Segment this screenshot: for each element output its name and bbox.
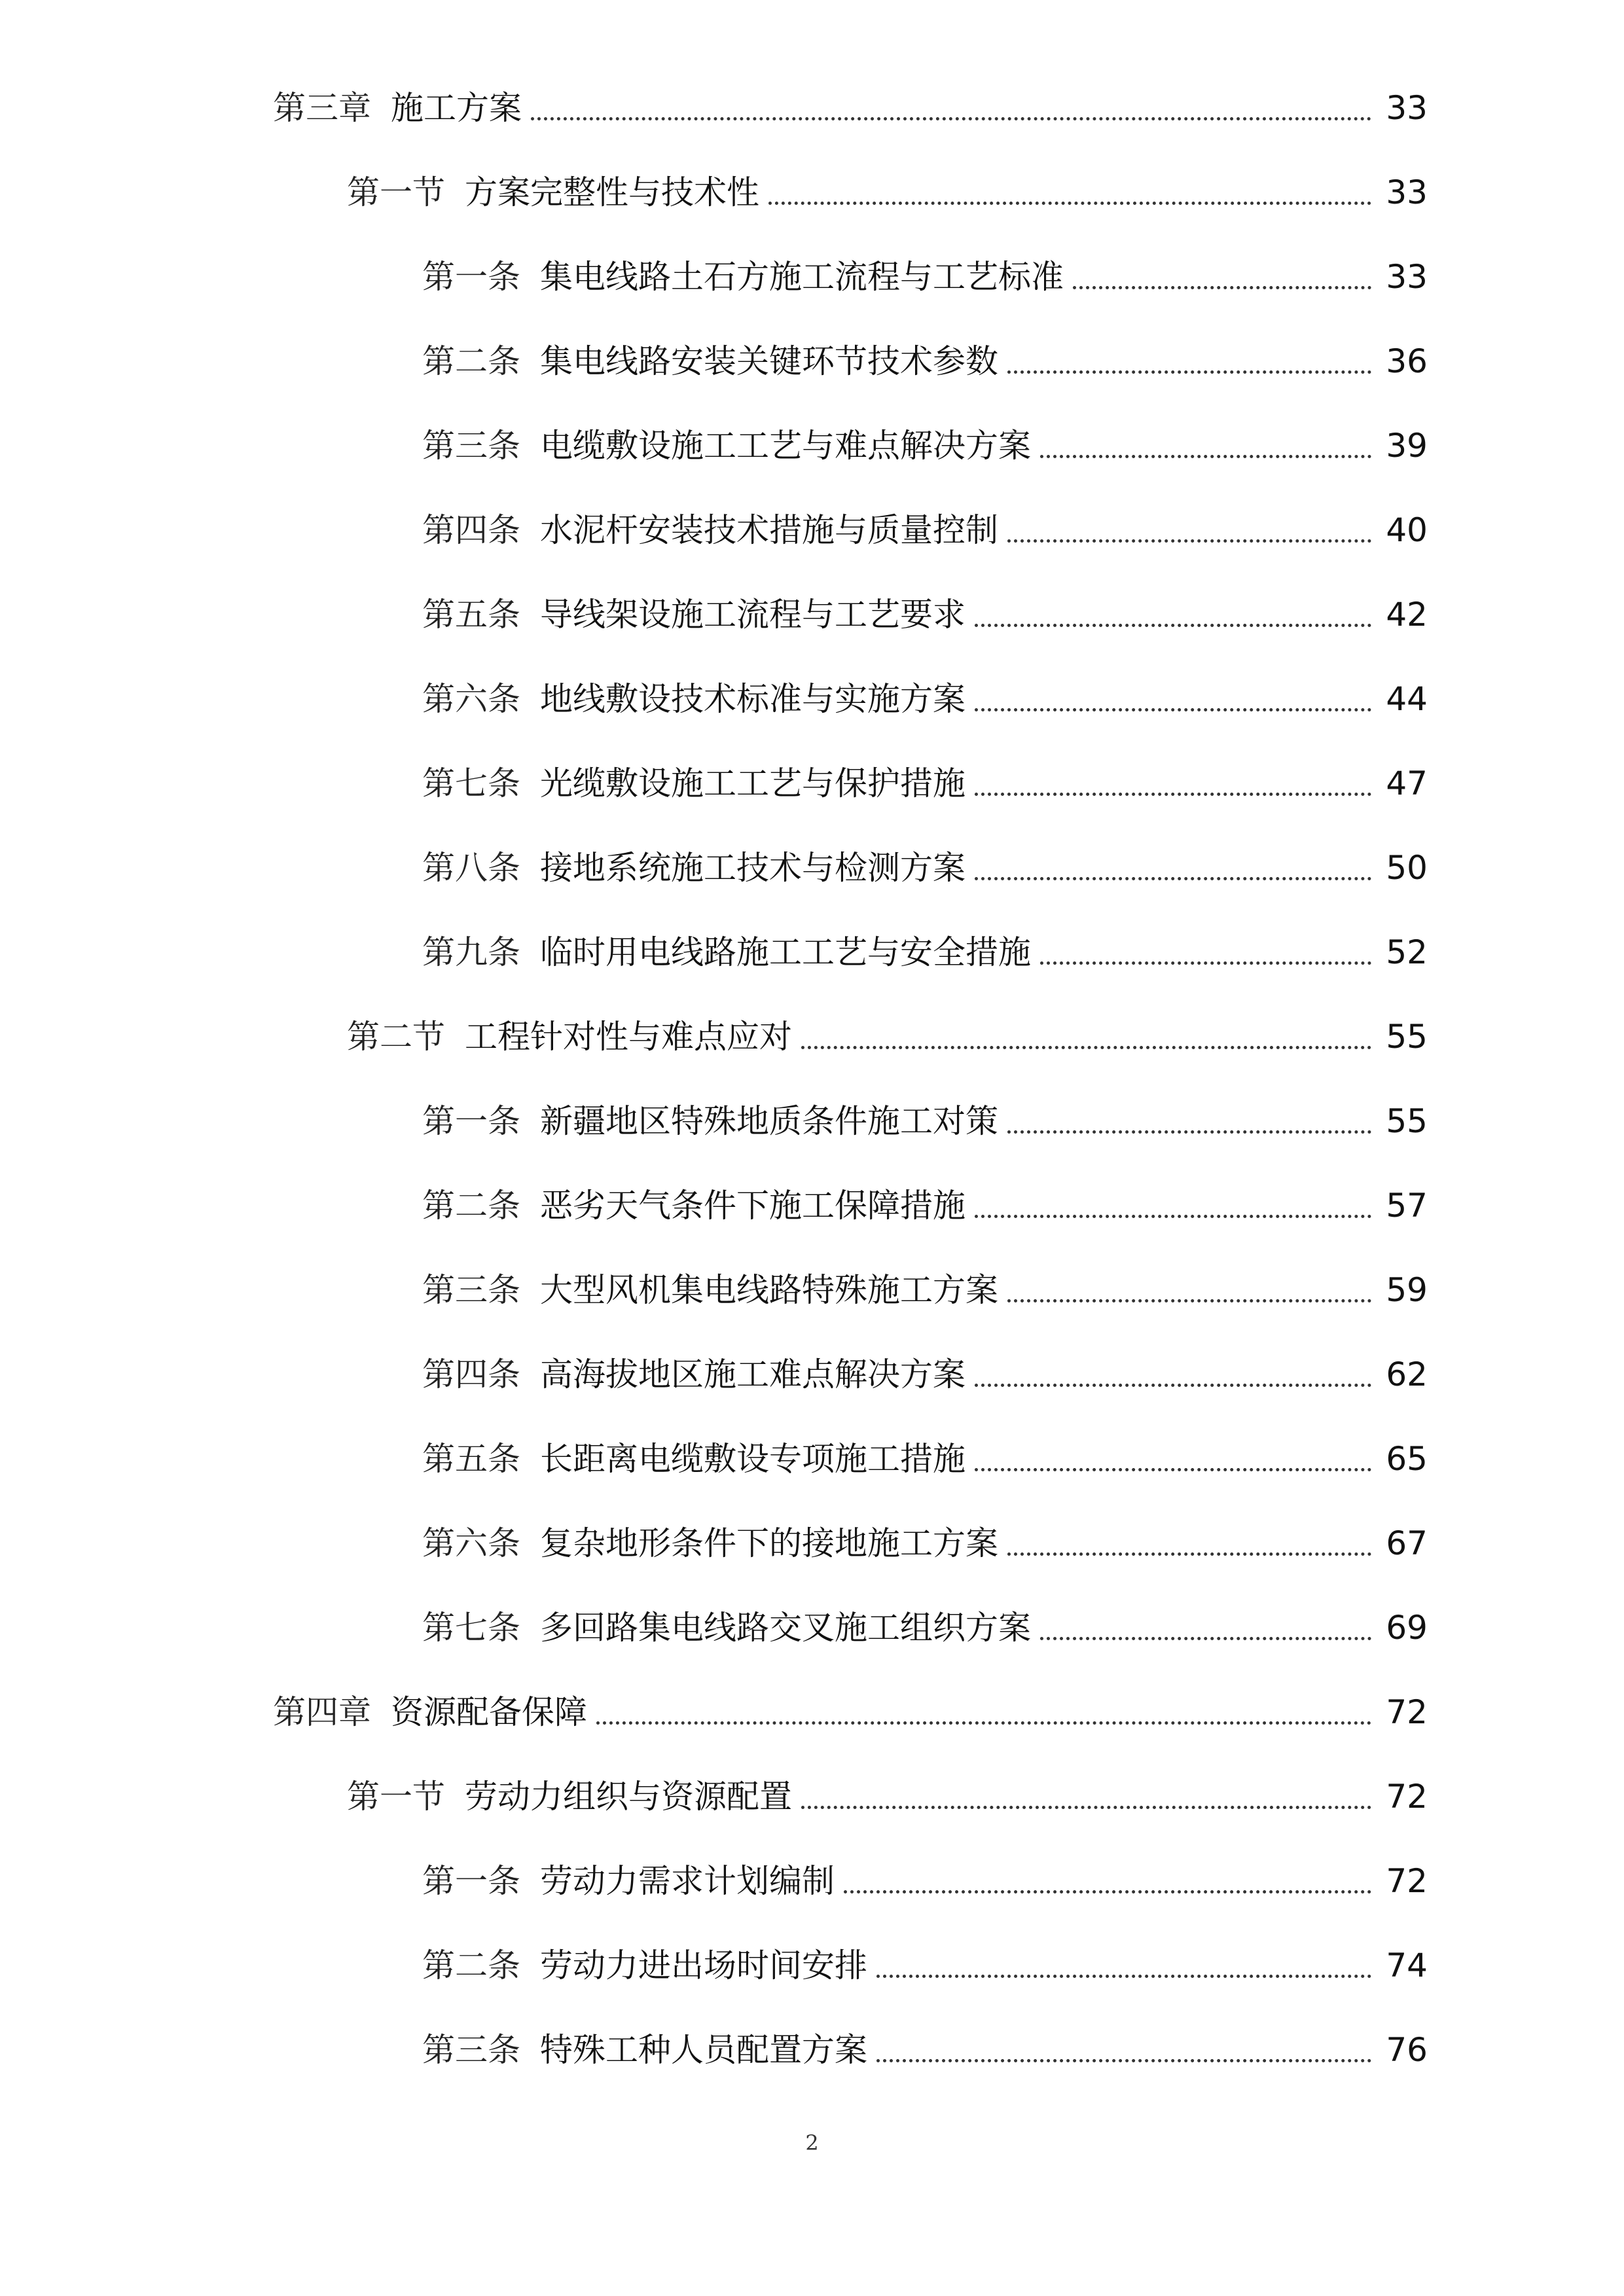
toc-entry-page-number: 42 <box>1386 595 1428 634</box>
toc-entry-title: 水泥杆安装技术措施与质量控制 <box>540 511 998 549</box>
toc-entry-page-number: 47 <box>1386 764 1428 802</box>
toc-entry-title: 地线敷设技术标准与实施方案 <box>540 679 965 718</box>
toc-entry[interactable] <box>0 1247 1624 1332</box>
toc-entry-page-number: 72 <box>1386 1777 1428 1816</box>
toc-entry-number: 第一节 <box>347 1777 445 1816</box>
toc-entry-page-number: 57 <box>1386 1186 1428 1225</box>
toc-entry-page-number: 76 <box>1386 2030 1428 2069</box>
toc-entry-number: 第二条 <box>422 1186 520 1225</box>
toc-entry-number: 第四章 <box>273 1693 371 1731</box>
toc-entry-title: 复杂地形条件下的接地施工方案 <box>540 1524 998 1562</box>
toc-entry[interactable] <box>0 1585 1624 1670</box>
toc-entry-number: 第一条 <box>422 257 520 296</box>
toc-entry[interactable] <box>0 825 1624 910</box>
toc-entry[interactable] <box>0 994 1624 1079</box>
toc-entry-page-number: 55 <box>1386 1017 1428 1056</box>
toc-entry[interactable] <box>0 319 1624 403</box>
toc-dot-leader <box>1007 345 1371 378</box>
toc-entry-number: 第三条 <box>422 1270 520 1309</box>
toc-dot-leader <box>975 1443 1371 1475</box>
toc-entry-title: 多回路集电线路交叉施工组织方案 <box>540 1608 1031 1647</box>
toc-entry[interactable] <box>0 403 1624 488</box>
toc-entry[interactable] <box>0 1670 1624 1754</box>
toc-entry-page-number: 72 <box>1386 1693 1428 1731</box>
toc-entry-title: 新疆地区特殊地质条件施工对策 <box>540 1102 998 1140</box>
toc-entry-number: 第三条 <box>422 426 520 465</box>
toc-dot-leader <box>975 1358 1371 1391</box>
toc-dot-leader <box>975 1189 1371 1222</box>
toc-entry[interactable] <box>0 656 1624 741</box>
toc-dot-leader <box>1007 514 1371 547</box>
toc-entry[interactable] <box>0 910 1624 994</box>
toc-entry-number: 第六条 <box>422 1524 520 1562</box>
toc-entry[interactable] <box>0 1163 1624 1247</box>
toc-entry-number: 第五条 <box>422 1439 520 1478</box>
toc-dot-leader <box>801 1780 1371 1813</box>
toc-dot-leader <box>975 767 1371 800</box>
toc-entry-number: 第八条 <box>422 848 520 887</box>
toc-entry-number: 第六条 <box>422 679 520 718</box>
toc-entry-page-number: 52 <box>1386 933 1428 971</box>
toc-entry-page-number: 74 <box>1386 1946 1428 1984</box>
toc-entry-number: 第一节 <box>347 173 445 211</box>
toc-entry-page-number: 69 <box>1386 1608 1428 1647</box>
toc-entry-page-number: 33 <box>1386 88 1428 127</box>
toc-entry-number: 第三章 <box>273 88 371 127</box>
table-of-contents <box>0 65 1624 2092</box>
toc-entry-title: 施工方案 <box>391 88 522 127</box>
toc-entry-number: 第一条 <box>422 1102 520 1140</box>
toc-entry-number: 第一条 <box>422 1861 520 1900</box>
toc-dot-leader <box>975 852 1371 884</box>
toc-entry-title: 特殊工种人员配置方案 <box>540 2030 867 2069</box>
toc-entry-number: 第七条 <box>422 1608 520 1647</box>
toc-entry-title: 高海拔地区施工难点解决方案 <box>540 1355 965 1393</box>
toc-entry[interactable] <box>0 1332 1624 1416</box>
toc-entry[interactable] <box>0 65 1624 150</box>
toc-entry-page-number: 67 <box>1386 1524 1428 1562</box>
toc-entry-number: 第九条 <box>422 933 520 971</box>
toc-entry-title: 集电线路土石方施工流程与工艺标准 <box>540 257 1064 296</box>
toc-dot-leader <box>844 1865 1371 1897</box>
toc-entry-number: 第二节 <box>347 1017 445 1056</box>
toc-entry-title: 方案完整性与技术性 <box>465 173 759 211</box>
toc-dot-leader <box>975 683 1371 715</box>
toc-dot-leader <box>531 92 1371 124</box>
toc-entry[interactable] <box>0 1839 1624 1923</box>
toc-entry-page-number: 39 <box>1386 426 1428 465</box>
toc-entry-page-number: 36 <box>1386 342 1428 380</box>
toc-dot-leader <box>596 1696 1371 1729</box>
toc-entry-title: 接地系统施工技术与检测方案 <box>540 848 965 887</box>
toc-entry[interactable] <box>0 741 1624 825</box>
toc-entry[interactable] <box>0 234 1624 319</box>
toc-dot-leader <box>975 598 1371 631</box>
toc-dot-leader <box>801 1020 1371 1053</box>
toc-entry-title: 工程针对性与难点应对 <box>465 1017 792 1056</box>
toc-entry-title: 劳动力组织与资源配置 <box>465 1777 792 1816</box>
toc-entry-page-number: 72 <box>1386 1861 1428 1900</box>
toc-entry-number: 第三条 <box>422 2030 520 2069</box>
toc-dot-leader <box>1007 1527 1371 1560</box>
toc-entry[interactable] <box>0 2007 1624 2092</box>
toc-entry-number: 第二条 <box>422 342 520 380</box>
toc-entry-title: 劳动力需求计划编制 <box>540 1861 835 1900</box>
toc-entry[interactable] <box>0 1754 1624 1839</box>
toc-entry[interactable] <box>0 488 1624 572</box>
toc-entry[interactable] <box>0 572 1624 656</box>
toc-dot-leader <box>1040 1611 1371 1644</box>
toc-entry-page-number: 44 <box>1386 679 1428 718</box>
toc-entry-number: 第五条 <box>422 595 520 634</box>
toc-dot-leader <box>1007 1105 1371 1138</box>
toc-entry-title: 电缆敷设施工工艺与难点解决方案 <box>540 426 1031 465</box>
toc-entry-title: 劳动力进出场时间安排 <box>540 1946 867 1984</box>
toc-entry-title: 大型风机集电线路特殊施工方案 <box>540 1270 998 1309</box>
page-number-footer: 2 <box>805 2130 819 2155</box>
toc-entry-title: 光缆敷设施工工艺与保护措施 <box>540 764 965 802</box>
toc-entry-page-number: 65 <box>1386 1439 1428 1478</box>
toc-entry-number: 第七条 <box>422 764 520 802</box>
toc-entry-number: 第四条 <box>422 511 520 549</box>
toc-dot-leader <box>768 176 1371 209</box>
toc-dot-leader <box>876 1949 1371 1982</box>
toc-entry-title: 恶劣天气条件下施工保障措施 <box>540 1186 965 1225</box>
toc-entry-title: 导线架设施工流程与工艺要求 <box>540 595 965 634</box>
toc-entry[interactable] <box>0 1501 1624 1585</box>
toc-dot-leader <box>1040 429 1371 462</box>
toc-entry-number: 第二条 <box>422 1946 520 1984</box>
toc-entry-page-number: 33 <box>1386 173 1428 211</box>
toc-entry[interactable] <box>0 1416 1624 1501</box>
toc-entry-page-number: 33 <box>1386 257 1428 296</box>
toc-entry-page-number: 55 <box>1386 1102 1428 1140</box>
toc-dot-leader <box>1040 936 1371 969</box>
toc-entry-page-number: 50 <box>1386 848 1428 887</box>
toc-entry-title: 临时用电线路施工工艺与安全措施 <box>540 933 1031 971</box>
toc-entry-title: 长距离电缆敷设专项施工措施 <box>540 1439 965 1478</box>
toc-entry-number: 第四条 <box>422 1355 520 1393</box>
toc-entry-title: 资源配备保障 <box>391 1693 587 1731</box>
toc-entry-title: 集电线路安装关键环节技术参数 <box>540 342 998 380</box>
toc-dot-leader <box>1007 1274 1371 1306</box>
toc-entry-page-number: 62 <box>1386 1355 1428 1393</box>
toc-entry[interactable] <box>0 150 1624 234</box>
toc-entry-page-number: 40 <box>1386 511 1428 549</box>
toc-entry[interactable] <box>0 1079 1624 1163</box>
toc-entry-page-number: 59 <box>1386 1270 1428 1309</box>
toc-dot-leader <box>876 2034 1371 2066</box>
toc-entry[interactable] <box>0 1923 1624 2007</box>
toc-dot-leader <box>1073 260 1371 293</box>
